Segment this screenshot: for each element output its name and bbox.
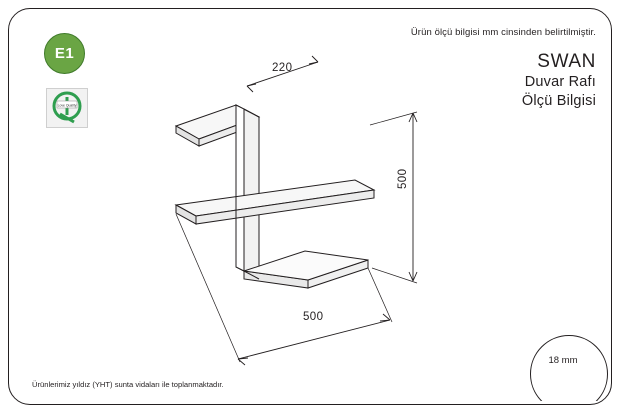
product-name: SWAN [537,51,596,72]
dim-line-width [238,320,390,359]
product-type: Duvar Rafı [524,74,596,90]
dimension-label-height: 500 [397,168,409,189]
svg-text:Love Quality: Love Quality [57,103,77,108]
assembly-note: Ürünlerimiz yıldız (YHT) sunta vidaları ile toplanmaktadır. [32,380,224,389]
thickness-value: 18 mm [548,355,578,366]
measurement-unit-note: Ürün ölçü bilgisi mm cinsinden belirtilmiştir. [410,27,596,38]
e1-certification-badge: E1 [44,33,85,74]
vertical-panel-front [236,105,244,271]
document-type: Ölçü Bilgisi [521,93,596,109]
dimension-label-width: 500 [303,311,324,323]
thickness-circle [530,335,608,401]
dimension-label-top-width: 220 [272,62,293,74]
thickness-callout [524,329,608,401]
